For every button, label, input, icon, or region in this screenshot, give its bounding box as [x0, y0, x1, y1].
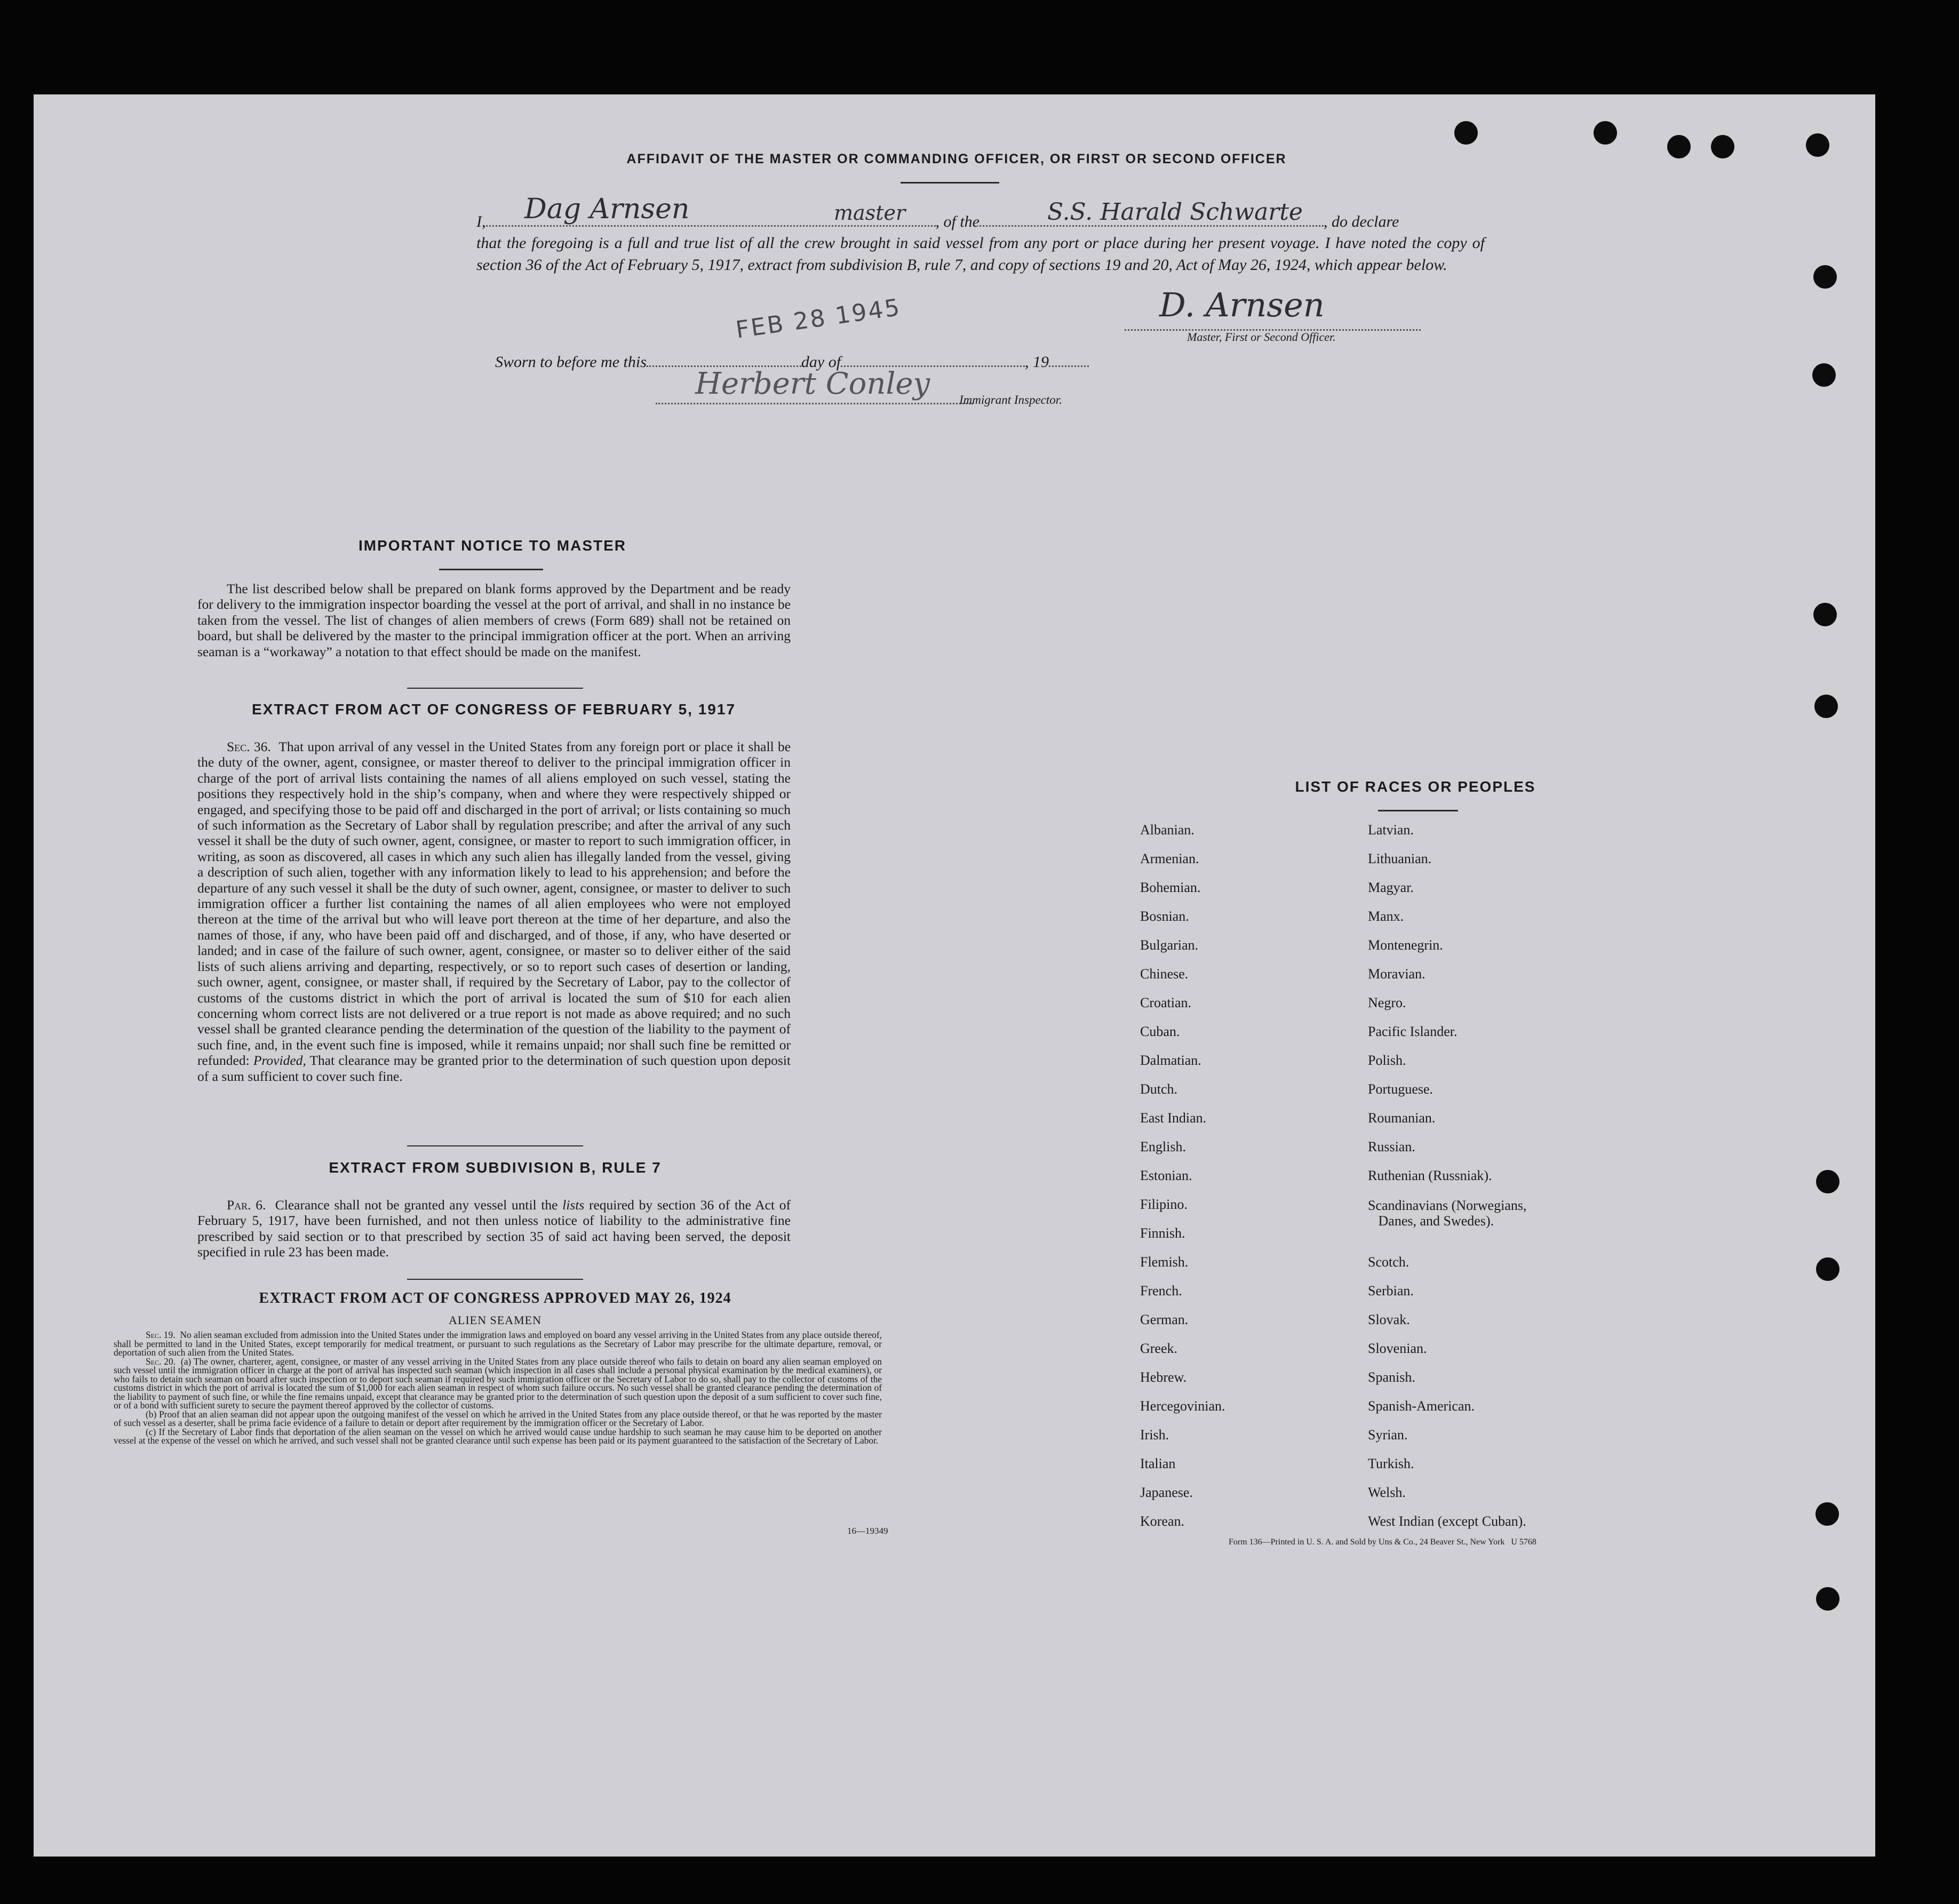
handwritten-master-signature: D. Arnsen [1159, 285, 1325, 324]
extract-1917-title: EXTRACT FROM ACT OF CONGRESS OF FEBRUARY 5, 1917 [251, 701, 736, 718]
affidavit-declare: , do declare [1324, 213, 1399, 230]
race-item: Turkish. [1368, 1456, 1414, 1471]
race-item: Portuguese. [1368, 1081, 1434, 1097]
punch-hole [1813, 603, 1837, 626]
race-item: Russian. [1368, 1139, 1415, 1154]
race-item: Dalmatian. [1140, 1053, 1201, 1068]
par-6-text-a: Clearance shall not be granted any vessel until the [275, 1197, 558, 1213]
race-item: Moravian. [1368, 966, 1426, 982]
race-item: German. [1140, 1312, 1189, 1327]
race-item: Greek. [1140, 1341, 1178, 1356]
sec-20a-text [114, 1357, 882, 1410]
race-item: Cuban. [1140, 1024, 1180, 1039]
punch-hole [1816, 1587, 1839, 1611]
sworn-prefix: Sworn to before me this [495, 353, 647, 371]
document-page [34, 94, 1875, 1857]
sworn-year: , 19 [1025, 353, 1049, 371]
race-item: Spanish-American. [1368, 1398, 1475, 1414]
form-code: 16—19349 [847, 1526, 888, 1536]
alien-seamen-subtitle: ALIEN SEAMEN [449, 1313, 541, 1327]
punch-hole [1594, 121, 1617, 145]
race-item: Welsh. [1368, 1485, 1406, 1500]
race-item: Japanese. [1140, 1485, 1193, 1500]
race-item: East Indian. [1140, 1110, 1207, 1126]
sec-19-20-block [114, 1331, 882, 1445]
affidavit-title: AFFIDAVIT OF THE MASTER OR COMMANDING OFFICER, OR FIRST OR SECOND OFFICER [626, 152, 1287, 166]
race-item: Roumanian. [1368, 1110, 1436, 1126]
race-item: Latvian. [1368, 822, 1414, 838]
punch-hole [1454, 121, 1478, 145]
divider [901, 182, 999, 184]
race-item: Armenian. [1140, 851, 1199, 866]
punch-hole [1711, 135, 1734, 158]
divider [407, 1279, 583, 1280]
punch-hole [1806, 133, 1829, 157]
handwritten-rank: master [834, 201, 906, 225]
races-title: LIST OF RACES OR PEOPLES [1295, 778, 1536, 795]
race-item: Bulgarian. [1140, 937, 1199, 953]
race-item-two-line [1368, 1190, 1526, 1248]
race-item: French. [1140, 1283, 1182, 1298]
race-item: Scotch. [1368, 1254, 1409, 1270]
affidavit-of-the: , of the [935, 213, 980, 230]
divider [439, 569, 543, 570]
race-item: Manx. [1368, 909, 1404, 924]
race-item: Flemish. [1140, 1254, 1189, 1270]
sec-19-body: No alien seaman excluded from admission into the United States under the immigration laws and employed on board any vessel arriving in the United States from any place outside thereof, shall be permitted to land in the United States, except temporarily for medical treatment, or pursuant to such regulations as the Secretary of Labor may prescribe for the ultimate departure, removal, or deportation of such alien from the United States. [114, 1329, 882, 1358]
race-item: Danes, and Swedes). [1378, 1213, 1494, 1229]
signature-caption: Master, First or Second Officer. [1187, 330, 1336, 344]
sec-36-label: Sec. 36. [227, 739, 271, 754]
sec-20a-body: (a) The owner, charterer, agent, consignee, or master of any vessel arriving in the United States from any place outside thereof who fails to detain on board any alien seaman employed on such vessel until the immigration officer in charge at the port of arrival has inspected such seaman (which inspection in all cases shall include a personal physical examination by the medical examiners), or who fails to detain such seaman on board after such inspection or to deport such seaman if required by such immigration officer or the Secretary of Labor to do so, shall pay to the collector of customs of the customs district in which the port of arrival is located the sum of $1,000 for each alien seaman in respect of whom such failure occurs. No such vessel shall be granted clearance pending the determination of the liability to payment of such fine, or while the fine remains unpaid, except that clearance may be granted prior to the determination of such question upon the deposit of a sum sufficient to cover such fine, or of a bond with sufficient surety to secure the payment thereof approved by the collector of customs. [114, 1356, 882, 1411]
rule-7-title: EXTRACT FROM SUBDIVISION B, RULE 7 [329, 1159, 662, 1176]
punch-hole [1667, 135, 1691, 158]
sec-19-label: Sec. 19. [146, 1329, 176, 1340]
race-item: Korean. [1140, 1513, 1185, 1529]
punch-hole [1813, 265, 1837, 289]
sec-20-label: Sec. 20. [146, 1356, 176, 1367]
affidavit-body: that the foregoing is a full and true list of all the crew brought in said vessel from any port or place during her present voyage. I have noted the copy of section 36 of the Act of February 5, 1917, extract from subdivision B, rule 7, and copy of sections 19 and 20, Act of May 26, 1924, which appear below. [476, 234, 1485, 274]
race-item: Slovak. [1368, 1312, 1410, 1327]
race-item: Hebrew. [1140, 1369, 1187, 1385]
race-item: Pacific Islander. [1368, 1024, 1458, 1039]
par-6-label: Par. 6. [227, 1197, 266, 1213]
race-item: Hercegovinian. [1140, 1398, 1225, 1414]
race-item: Slovenian. [1368, 1341, 1427, 1356]
race-item: Montenegrin. [1368, 937, 1443, 953]
race-item: Bosnian. [1140, 909, 1189, 924]
race-item: West Indian (except Cuban). [1368, 1513, 1526, 1529]
races-left-column [1140, 816, 1225, 1536]
race-item: Filipino. [1140, 1197, 1188, 1212]
inspector-line [656, 403, 973, 404]
race-item: Spanish. [1368, 1369, 1415, 1385]
proviso-label: Provided, [253, 1053, 306, 1069]
race-item: Dutch. [1140, 1081, 1178, 1097]
handwritten-vessel-name: S.S. Harald Schwarte [1047, 198, 1303, 226]
notice-text: The list described below shall be prepared on blank forms approved by the Department and be ready for delivery to the immigration inspector boarding the vessel at the port of arrival, and shall in no instance be taken from the vessel. The list of changes of alien members of crews (Form 689) shall not be retained on board, but shall be delivered by the master to the principal immigration officer at the port. When an arriving seaman is a “workaway” a notation to that effect should be made on the manifest. [197, 581, 791, 659]
date-stamp: FEB 28 1945 [734, 293, 903, 344]
affidavit-i: I, [476, 213, 486, 230]
handwritten-inspector-signature: Herbert Conley [695, 367, 930, 401]
handwritten-master-name: Dag Arnsen [524, 193, 690, 225]
divider [1378, 810, 1458, 811]
sec-20b-text: (b) Proof that an alien seaman did not appear upon the outgoing manifest of the vessel on which he arrived in the United States from any place outside thereof, or that he was reported by the master of such vessel as a deserter, shall be prima facie evidence of a failure to detain or deport after requirement by the immigration officer or the Secretary of Labor. [114, 1408, 882, 1428]
notice-title: IMPORTANT NOTICE TO MASTER [358, 537, 627, 554]
sec-36-text [197, 739, 791, 1084]
punch-hole [1815, 1502, 1839, 1526]
race-item: Albanian. [1140, 822, 1194, 838]
sec-19-text [114, 1331, 882, 1357]
sec-20c-text: (c) If the Secretary of Labor finds that deportation of the alien seaman on the vessel on which he arrived would cause undue hardship to such seaman he may cause him to be deported on another vessel at the expense of the vessel on which he arrived, and such vessel shall not be granted clearance until such expense has been paid or its payment guaranteed to the satisfaction of the Secretary of Labor. [114, 1426, 882, 1446]
race-item: Finnish. [1140, 1225, 1185, 1241]
race-item: Magyar. [1368, 880, 1414, 895]
extract-1924-title: EXTRACT FROM ACT OF CONGRESS APPROVED MAY 26, 1924 [259, 1290, 731, 1306]
par-6-text-b: required by section 36 of the Act of February 5, 1917, have been furnished, and not then unless notice of liability to the administrative fine prescribed by said section or to that prescribed by section 35 of said act having been served, the deposit specified in rule 23 has been made. [197, 1197, 791, 1260]
sec-36-body: That upon arrival of any vessel in the United States from any foreign port or place it shall be the duty of the owner, agent, consignee, or master thereof to deliver to the principal immigration officer in charge of the port of arrival lists containing the names of all aliens employed on such vessel, stating the positions they respectively hold in the ship’s company, when and where they were respectively shipped or engaged, and specifying those to be paid off and discharged in the port of arrival; or lists containing so much of such information as the Secretary of Labor shall by regulation prescribe; and after the arrival of any such vessel it shall be the duty of such owner, agent, consignee, or master to report to such immigration officer, in writing, as soon as discovered, all cases in which any such alien has illegally landed from the vessel, giving a description of such alien, together with any information likely to lead to his apprehension; and before the departure of any such vessel it shall be the duty of such owner, agent, consignee, or master to deliver to such immigration officer a further list containing the names of all alien employees who were not employed thereon at the time of the arrival but who will leave port thereon at the time of her departure, and also the names of those, if any, who have been paid off and discharged, and of those, if any, who have deserted or landed; and in case of the failure of such owner, agent, consignee, or master so to deliver either of the said lists of such aliens arriving and departing, respectively, or so to report such cases of desertion or landing, such owner, agent, consignee, or master shall, if required by the Secretary of Labor, pay to the collector of customs of the customs district in which the port of arrival is located the sum of $10 for each alien concerning whom correct lists are not delivered or a true report is not made as above required; and no such vessel shall be granted clearance pending the determination of the question of the liability to the payment of such fine, and, in the event such fine is imposed, while it remains unpaid; nor shall such fine be remitted or refunded: [197, 739, 791, 1069]
lists-word: lists [562, 1197, 585, 1213]
race-item: Syrian. [1368, 1427, 1408, 1443]
printer-line: Form 136—Printed in U. S. A. and Sold by Uns & Co., 24 Beaver St., New York U 5768 [1229, 1537, 1536, 1547]
race-item: Scandinavians (Norwegians, [1368, 1198, 1527, 1213]
inspector-caption: Immigrant Inspector. [959, 393, 1062, 407]
race-item: Lithuanian. [1368, 851, 1432, 866]
sworn-day: day of [801, 353, 841, 371]
race-item: Serbian. [1368, 1283, 1414, 1298]
punch-hole [1816, 1257, 1839, 1281]
punch-hole [1812, 363, 1836, 387]
race-item: English. [1140, 1139, 1186, 1154]
par-6-text [197, 1197, 791, 1260]
race-item: Negro. [1368, 995, 1406, 1010]
race-item: Chinese. [1140, 966, 1189, 982]
race-item: Italian [1140, 1456, 1176, 1471]
race-item: Ruthenian (Russniak). [1368, 1168, 1492, 1183]
race-item: Estonian. [1140, 1168, 1192, 1183]
race-item: Irish. [1140, 1427, 1169, 1443]
race-item: Croatian. [1140, 995, 1192, 1010]
races-right-column [1368, 816, 1526, 1536]
divider [407, 1145, 583, 1146]
punch-hole [1816, 1170, 1839, 1193]
race-item: Bohemian. [1140, 880, 1201, 895]
proviso-text: That clearance may be granted prior to the determination of such question upon deposit of a sum sufficient to cover such fine. [197, 1053, 791, 1084]
race-item: Polish. [1368, 1053, 1406, 1068]
punch-hole [1814, 695, 1838, 718]
divider [407, 688, 583, 689]
